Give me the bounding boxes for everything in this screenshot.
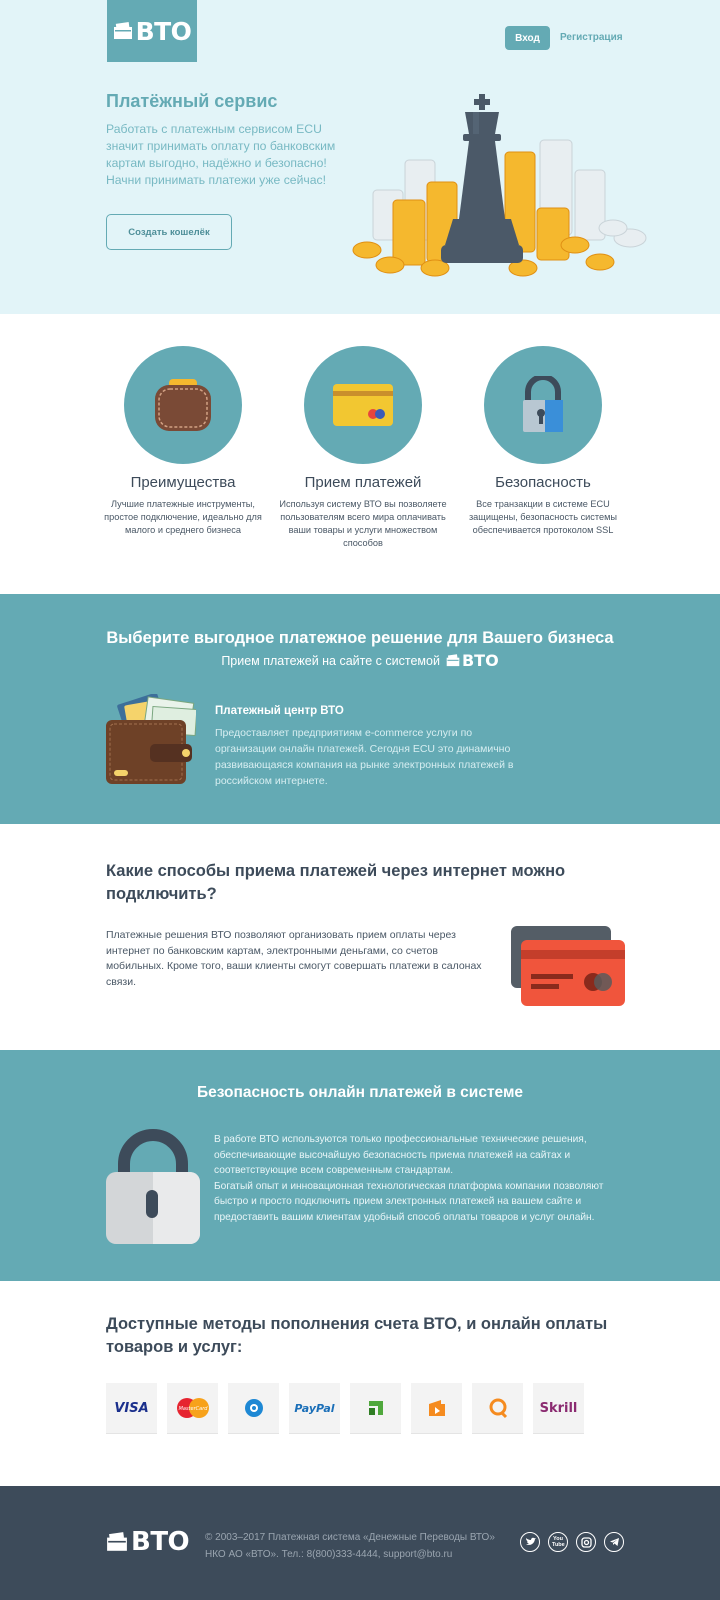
visa-logo: VISA (114, 1400, 149, 1416)
mini-logo-text: ВТО (461, 651, 499, 670)
solution-section (0, 594, 720, 824)
register-link[interactable]: Регистрация (560, 32, 623, 43)
payment-yandex-money[interactable] (411, 1383, 462, 1434)
mastercard-wordmark: MasterCard (178, 1406, 207, 1412)
create-wallet-button[interactable]: Создать кошелёк (106, 214, 232, 250)
payment-qiwi[interactable] (472, 1383, 523, 1434)
padlock-icon (520, 376, 566, 434)
payment-methods-title: Доступные методы пополнения счета ВТО, и онлайн оплаты товаров и услуг: (106, 1315, 608, 1356)
footer-logo-text: ВТО (131, 1527, 190, 1557)
payment-paypal[interactable] (289, 1383, 340, 1434)
wallet-logo-icon (446, 654, 460, 667)
payment-methods-list (106, 1383, 584, 1434)
wallet-icon (151, 377, 215, 433)
feature-security (453, 346, 633, 537)
hero-description: Работать с платежным сервисом ECU значит принимать оплату по банковским картам выгодно, надёжно и безопасно! Начни принимать платежи уже сейчас! (106, 122, 336, 187)
youtube-icon[interactable] (548, 1532, 568, 1552)
skrill-logo: Skrill (539, 1400, 578, 1416)
wallet-logo-icon (113, 22, 133, 40)
youtube-label: You Tube (552, 1536, 565, 1548)
solution-subtitle (0, 651, 720, 670)
qiwi-logo-icon (487, 1397, 509, 1419)
login-button[interactable]: Вход (505, 26, 550, 50)
credit-card-icon (331, 382, 395, 428)
footer-copyright (205, 1529, 495, 1563)
footer-logo[interactable] (106, 1527, 189, 1557)
solution-heading: Платежный центр ВТО (215, 705, 344, 717)
feature-payments (273, 346, 453, 550)
footer-line-1: © 2003–2017 Платежная система «Денежные Переводы ВТО» (205, 1532, 495, 1543)
webmoney-logo-icon (244, 1398, 264, 1418)
cards-illustration (509, 924, 625, 1008)
wallet-logo-icon (106, 1532, 128, 1552)
paypal-logo: PayPal (294, 1401, 335, 1415)
padlock-illustration (106, 1126, 200, 1244)
payment-mastercard[interactable] (167, 1383, 218, 1434)
solution-subtitle-text: Прием платежей на сайте с системой (221, 653, 440, 668)
mini-logo (446, 651, 499, 670)
feature-description: Лучшие платежные инструменты, простое подключение, идеально для малого и среднего бизнеса (104, 499, 262, 535)
site-logo[interactable] (107, 0, 197, 62)
telegram-icon[interactable] (604, 1532, 624, 1552)
feature-icon-circle (124, 346, 242, 464)
wallet-money-illustration (106, 694, 196, 786)
logo-text: ВТО (135, 16, 192, 46)
methods-text: Платежные решения ВТО позволяют организовать прием оплаты через интернет по банковским картам, электронными деньгами, со счетов мобильных. Кроме того, ваши клиенты смогут совершать платежи в салонах связи. (106, 929, 482, 988)
security-section (0, 1050, 720, 1281)
feature-description: Все транзакции в системе ECU защищены, безопасность системы обеспечивается протоколом SSL (468, 499, 618, 535)
chess-king-coins-illustration (345, 90, 665, 290)
feature-icon-circle (484, 346, 602, 464)
feature-icon-circle (304, 346, 422, 464)
payment-privatbank[interactable] (350, 1383, 401, 1434)
social-links (520, 1532, 624, 1552)
privatbank-logo-icon (367, 1399, 385, 1417)
yandex-money-logo-icon (427, 1398, 447, 1418)
feature-title: Безопасность (495, 474, 591, 491)
hero-title: Платёжный сервис (106, 91, 278, 111)
methods-title: Какие способы приема платежей через интернет можно подключить? (106, 862, 566, 903)
solution-title: Выберите выгодное платежное решение для Вашего бизнеса (106, 629, 614, 647)
payment-visa[interactable] (106, 1383, 157, 1434)
feature-title: Преимущества (130, 474, 236, 491)
features-section (0, 314, 720, 594)
feature-advantages (93, 346, 273, 537)
security-title: Безопасность онлайн платежей в системе (196, 1084, 524, 1101)
twitter-icon[interactable] (520, 1532, 540, 1552)
hero-section (0, 0, 720, 314)
footer-line-2: НКО АО «ВТО». Тел.: 8(800)333-4444, support@bto.ru (205, 1549, 453, 1560)
instagram-icon[interactable] (576, 1532, 596, 1552)
feature-title: Прием платежей (304, 474, 422, 491)
feature-description: Используя систему ВТО вы позволяете пользователям всего мира оплачивать ваши товары и услуги множеством способов (279, 499, 447, 548)
mastercard-logo (175, 1397, 211, 1419)
payment-webmoney[interactable] (228, 1383, 279, 1434)
security-text (214, 1132, 614, 1225)
payment-methods-section (0, 1281, 720, 1486)
security-paragraph-2: Богатый опыт и инновационная технологическая платформа компании позволяют быстро и просто подключить прием электронных платежей на вашем сайте и предоставить вашим клиентам удобный способ оплаты товаров и услуг онлайн. (214, 1180, 604, 1223)
payment-skrill[interactable] (533, 1383, 584, 1434)
methods-section (0, 824, 720, 1050)
solution-text: Предоставляет предприятиям e-commerce услуги по организации онлайн платежей. Сегодня ECU это динамично развивающаяся компания на рынке электронных платежей в российском интернете. (215, 727, 514, 787)
footer (0, 1486, 720, 1600)
security-paragraph-1: В работе ВТО используются только профессиональные технические решения, обеспечивающие высочайшую безопасность приема платежей на сайтах и соответствующие всем современным стандартам. (214, 1134, 587, 1176)
